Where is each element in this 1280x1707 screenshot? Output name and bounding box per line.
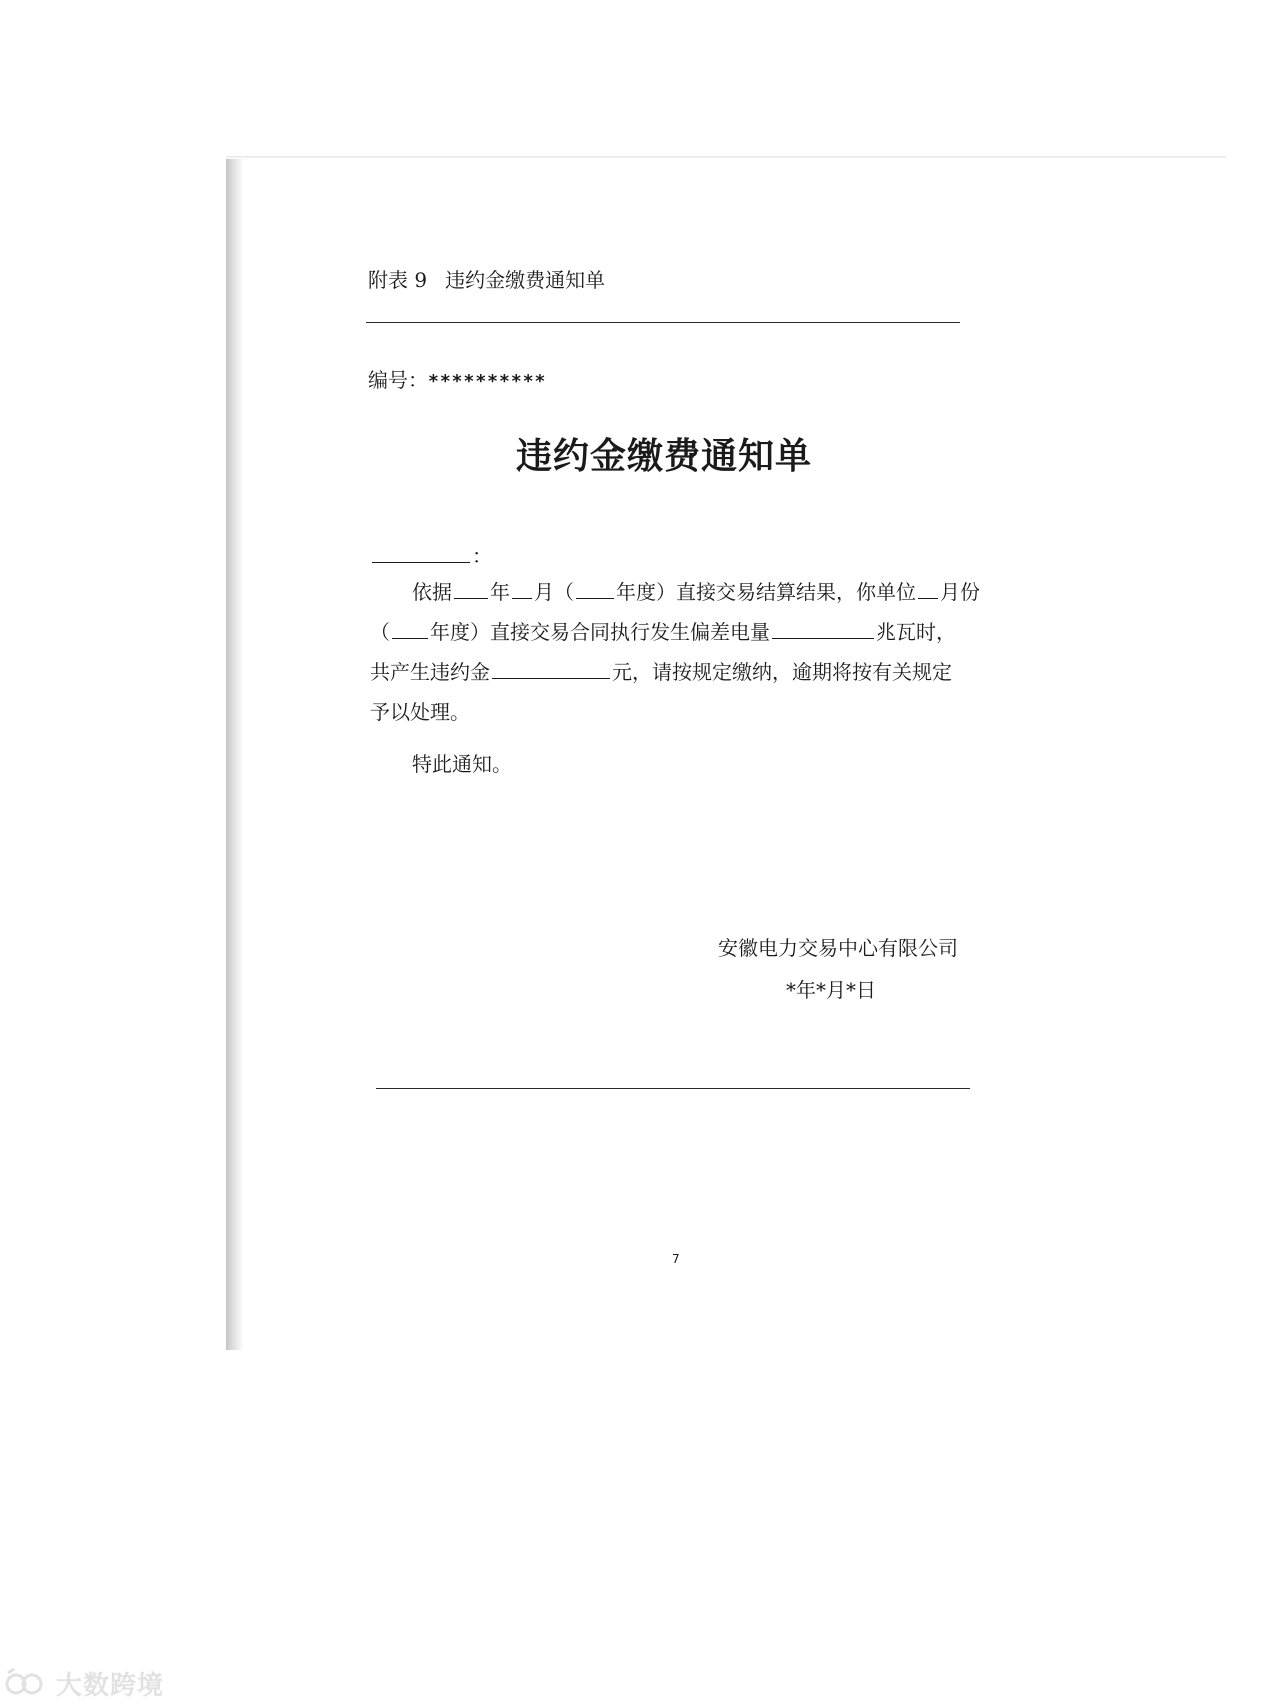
issuer-company: 安徽电力交易中心有限公司 [718,936,958,960]
unit-month-blank[interactable] [918,580,938,599]
body-line-4: 予以处理。 [370,700,470,724]
scanned-page [226,156,1226,1350]
watermark-logo-icon [4,1667,48,1701]
serial-value: ********** [428,371,547,392]
month-blank[interactable] [512,580,532,599]
attachment-heading [368,264,605,293]
contract-year-blank[interactable] [392,620,428,639]
scan-shadow-edge [226,156,244,1350]
addressee-colon: ： [472,544,492,568]
body-line-2: （ 年度）直接交易合同执行发生偏差电量 兆瓦时， [370,620,956,644]
document-title: 违约金缴费通知单 [516,435,813,477]
year-blank[interactable] [454,580,488,599]
issue-date: *年*月*日 [786,978,876,1002]
addressee-blank[interactable] [372,544,470,563]
attachment-title: 违约金缴费通知单 [445,268,606,292]
watermark [4,1665,164,1702]
watermark-text: 大数跨境 [56,1671,165,1701]
fiscal-year-blank[interactable] [576,580,614,599]
footer-divider [376,1088,970,1089]
header-divider [366,322,960,323]
closing-remark: 特此通知。 [412,752,512,776]
body-line-1: 依据 年 月（ 年度）直接交易结算结果，你单位 月份 [412,580,980,604]
page-number: 7 [672,1252,680,1266]
deviation-quantity-blank[interactable] [772,620,874,639]
serial-number [368,364,546,393]
penalty-amount-blank[interactable] [492,660,610,679]
scan-top-edge [226,156,1226,159]
body-line-3: 共产生违约金 元，请按规定缴纳，逾期将按有关规定 [370,660,952,684]
attachment-label: 附表 9 [368,268,428,292]
serial-label: 编号： [368,368,428,392]
addressee-line [370,540,492,569]
